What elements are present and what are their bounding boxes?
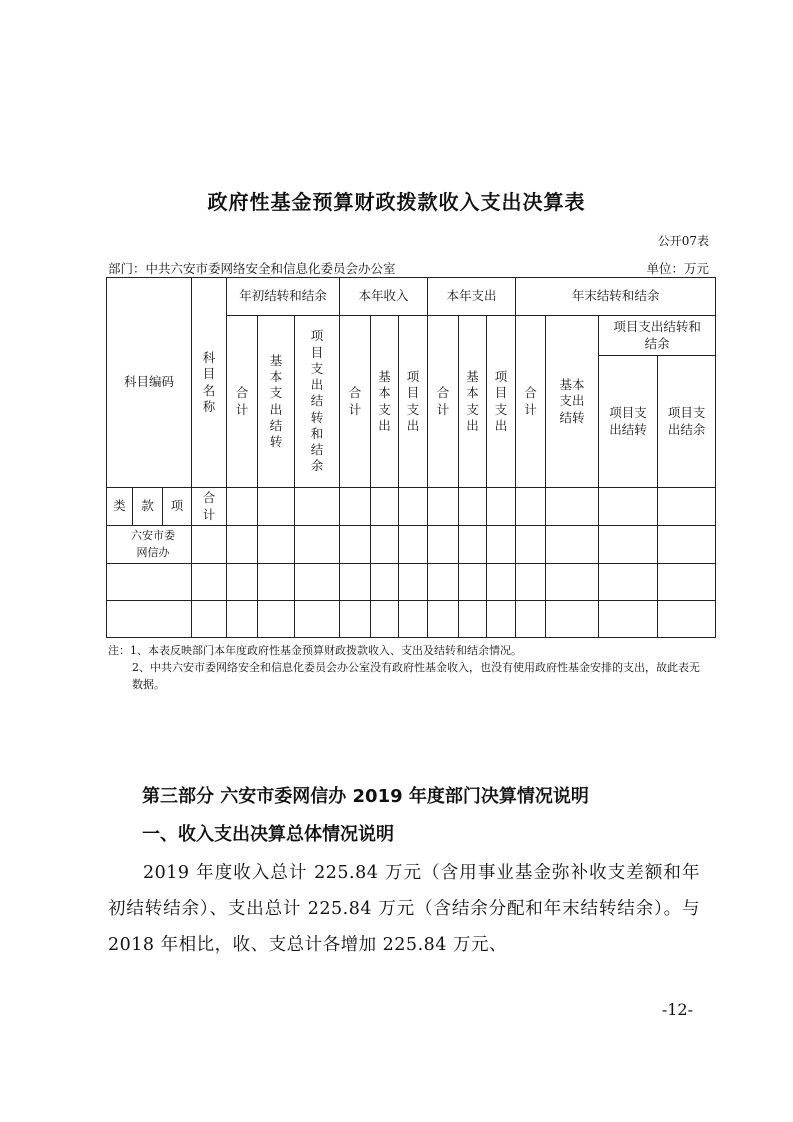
- header-subject-name: 科 目 名 称: [192, 278, 227, 488]
- table-cell: [599, 488, 658, 526]
- table-cell: [227, 488, 258, 526]
- table-cell: [487, 526, 516, 564]
- table-cell: [546, 526, 599, 564]
- header-end-balance: 年末结转和结余: [516, 278, 716, 316]
- table-cell: [428, 526, 459, 564]
- table-cell: [227, 526, 258, 564]
- table-cell: [516, 488, 546, 526]
- row-entity-name: 六安市委 网信办: [107, 526, 192, 564]
- table-cell: [295, 564, 340, 601]
- paragraph: 2019 年度收入总计 225.84 万元（含用事业基金弥补收支差额和年初结转结余）、支出总计 225.84 万元（含结余分配和年末结转结余）。与 2018 年相比，收、支总计各增加 225.84 万元、: [108, 863, 700, 955]
- table-cell: [658, 601, 716, 638]
- header-begin-project: 项 目 支 出 结 转 和 结 余: [295, 316, 340, 488]
- header-begin-total: 合 计: [227, 316, 258, 488]
- header-xiang: 项: [163, 488, 192, 526]
- header-sum: 合 计: [192, 488, 227, 526]
- header-end-basic: 基本 支出 结转: [546, 316, 599, 488]
- department-label: 部门：中共六安市委网络安全和信息化委员会办公室: [108, 261, 396, 276]
- table-row: [107, 601, 716, 638]
- header-end-project-surplus: 项目支 出结余: [658, 356, 716, 488]
- table-cell: [371, 564, 399, 601]
- table-cell: [340, 564, 371, 601]
- table-cell: [107, 601, 192, 638]
- table-cell: [258, 488, 295, 526]
- header-income: 本年收入: [340, 278, 428, 316]
- table-cell: [227, 601, 258, 638]
- table-notes: [108, 642, 708, 693]
- table-cell: [295, 601, 340, 638]
- header-end-project-carry: 项目支 出结转: [599, 356, 658, 488]
- table-cell: [516, 526, 546, 564]
- table-cell: [107, 564, 192, 601]
- table-cell: [192, 526, 227, 564]
- table-cell: [258, 564, 295, 601]
- budget-table: [106, 277, 716, 638]
- table-cell: [658, 526, 716, 564]
- header-expense-project: 项 目 支 出: [487, 316, 516, 488]
- table-cell: [340, 526, 371, 564]
- table-cell: [258, 526, 295, 564]
- table-row: [107, 526, 716, 564]
- table-cell: [399, 488, 428, 526]
- header-begin-basic: 基 本 支 出 结 转: [258, 316, 295, 488]
- header-lei: 类: [107, 488, 133, 526]
- header-expense-basic: 基 本 支 出: [459, 316, 487, 488]
- section-title: 第三部分 六安市委网信办 2019 年度部门决算情况说明: [142, 786, 589, 807]
- table-cell: [399, 526, 428, 564]
- table-cell: [487, 601, 516, 638]
- table-cell: [227, 564, 258, 601]
- table-cell: [599, 564, 658, 601]
- header-begin-balance: 年初结转和结余: [227, 278, 340, 316]
- table-cell: [340, 601, 371, 638]
- table-cell: [516, 564, 546, 601]
- header-subject-code: 科目编码: [107, 278, 192, 488]
- table-cell: [428, 601, 459, 638]
- header-end-project: 项目支出结转和 结余: [599, 316, 716, 356]
- table-cell: [546, 488, 599, 526]
- table-cell: [340, 488, 371, 526]
- table-cell: [399, 564, 428, 601]
- table-cell: [295, 526, 340, 564]
- table-cell: [295, 488, 340, 526]
- table-cell: [658, 488, 716, 526]
- table-cell: [371, 601, 399, 638]
- body-text: [108, 855, 700, 963]
- table-cell: [459, 488, 487, 526]
- table-cell: [258, 601, 295, 638]
- header-income-project: 项 目 支 出: [399, 316, 428, 488]
- table-cell: [516, 601, 546, 638]
- table-cell: [599, 601, 658, 638]
- note-1: 注：1、本表反映部门本年度政府性基金预算财政拨款收入、支出及结转和结余情况。: [108, 644, 522, 657]
- table-cell: [371, 488, 399, 526]
- header-income-total: 合 计: [340, 316, 371, 488]
- table-cell: [428, 488, 459, 526]
- table-cell: [371, 526, 399, 564]
- header-end-total: 合 计: [516, 316, 546, 488]
- header-expense-total: 合 计: [428, 316, 459, 488]
- form-code: 公开07表: [657, 234, 709, 248]
- table-cell: [546, 564, 599, 601]
- table-cell: [487, 564, 516, 601]
- table-title: 政府性基金预算财政拨款收入支出决算表: [207, 190, 586, 214]
- table-cell: [192, 564, 227, 601]
- header-kuan: 款: [133, 488, 163, 526]
- table-cell: [459, 601, 487, 638]
- table-cell: [459, 564, 487, 601]
- header-expense: 本年支出: [428, 278, 516, 316]
- table-cell: [599, 526, 658, 564]
- table-cell: [459, 526, 487, 564]
- note-2: 2、中共六安市委网络安全和信息化委员会办公室没有政府性基金收入，也没有使用政府性基金安排的支出，故此表无数据。: [132, 661, 700, 691]
- table-cell: [399, 601, 428, 638]
- header-income-basic: 基 本 支 出: [371, 316, 399, 488]
- subsection-title: 一、收入支出决算总体情况说明: [142, 824, 394, 845]
- unit-label: 单位：万元: [646, 261, 709, 276]
- table-cell: [658, 564, 716, 601]
- table-row: [107, 564, 716, 601]
- table-cell: [192, 601, 227, 638]
- table-cell: [428, 564, 459, 601]
- page-number: -12-: [661, 1000, 693, 1019]
- table-cell: [546, 601, 599, 638]
- table-cell: [487, 488, 516, 526]
